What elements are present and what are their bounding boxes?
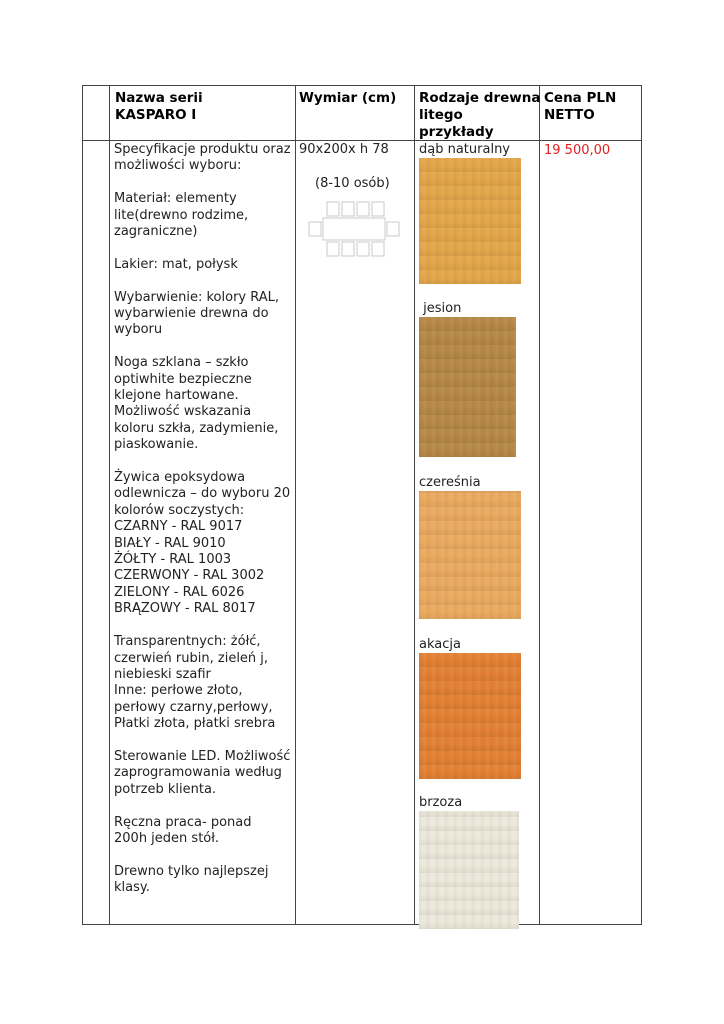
- spec-line: [114, 454, 294, 470]
- spec-line: ZIELONY - RAL 6026: [114, 584, 245, 600]
- spec-line: niebieski szafir: [114, 666, 211, 682]
- spec-line: BIAŁY - RAL 9010: [114, 535, 226, 551]
- wood-label-ash: jesion: [419, 301, 462, 316]
- wood-label-oak: dąb naturalny: [419, 142, 510, 157]
- header-series-name: Nazwa serii KASPARO I: [115, 90, 203, 123]
- wood-swatch-oak: [419, 158, 521, 284]
- column-divider: [295, 86, 296, 924]
- spec-line: Specyfikacje produktu oraz: [114, 142, 291, 157]
- spec-line: Ręczna praca- ponad: [114, 814, 252, 830]
- column-divider: [414, 86, 415, 924]
- spec-line: perłowy czarny,perłowy,: [114, 699, 273, 715]
- spec-line: optiwhite bezpieczne: [114, 371, 252, 387]
- spec-line: Możliwość wskazania: [114, 404, 252, 420]
- spec-line: klejone hartowane.: [114, 388, 239, 404]
- wood-label-acacia: akacja: [419, 637, 461, 652]
- spec-line: Noga szklana – szkło: [114, 355, 249, 371]
- spec-line: [114, 847, 294, 863]
- spec-line: Sterowanie LED. Możliwość: [114, 748, 291, 764]
- wood-swatch-ash: [419, 317, 516, 457]
- dimension-size: 90x200x h 78: [299, 142, 389, 157]
- spec-line: ŻÓŁTY - RAL 1003: [114, 552, 232, 568]
- spec-line: Inne: perłowe złoto,: [114, 683, 243, 699]
- spec-line: Drewno tylko najlepszej: [114, 863, 269, 879]
- spec-line: wyboru: [114, 322, 163, 338]
- spec-line: Materiał: elementy: [114, 191, 237, 207]
- column-divider: [109, 86, 110, 924]
- header-wood-types: Rodzaje drewna litego przykłady: [419, 90, 541, 140]
- spec-line: Płatki złota, płatki srebra: [114, 716, 276, 732]
- spec-line: zagraniczne): [114, 224, 198, 240]
- spec-line: klasy.: [114, 880, 150, 896]
- spec-line: możliwości wyboru:: [114, 158, 242, 174]
- spec-line: piaskowanie.: [114, 437, 199, 453]
- header-divider: [83, 140, 641, 141]
- spec-line: koloru szkła, zadymienie,: [114, 420, 279, 436]
- spec-line: Żywica epoksydowa: [114, 470, 246, 486]
- spec-line: CZERWONY - RAL 3002: [114, 568, 265, 584]
- spec-line: kolorów soczystych:: [114, 502, 245, 518]
- price-value: 19 500,00: [544, 143, 611, 158]
- spec-line: [114, 273, 294, 289]
- dimension-persons: (8-10 osób): [315, 176, 390, 191]
- spec-line: [114, 733, 294, 749]
- spec-line: [114, 798, 294, 814]
- spec-line: [114, 175, 294, 191]
- header-price: Cena PLN NETTO: [544, 90, 617, 123]
- table-seating-diagram: [305, 198, 401, 262]
- wood-swatch-cherry: [419, 491, 521, 619]
- spec-line: odlewnicza – do wyboru 20: [114, 486, 291, 502]
- wood-swatch-acacia: [419, 653, 521, 779]
- wood-label-cherry: czereśnia: [419, 475, 481, 490]
- spec-line: Lakier: mat, połysk: [114, 256, 238, 272]
- spec-line: CZARNY - RAL 9017: [114, 519, 243, 535]
- spec-line: 200h jeden stół.: [114, 830, 220, 846]
- spec-line: [114, 339, 294, 355]
- spec-line: zaprogramowania według: [114, 765, 282, 781]
- spec-line: Transparentnych: żółć,: [114, 634, 261, 650]
- header-dimension: Wymiar (cm): [299, 90, 397, 106]
- product-table: [82, 85, 642, 925]
- wood-swatch-birch: [419, 811, 519, 929]
- spec-line: BRĄZOWY - RAL 8017: [114, 601, 256, 617]
- product-specification: [114, 142, 294, 897]
- wood-label-birch: brzoza: [419, 795, 463, 810]
- spec-line: Wybarwienie: kolory RAL,: [114, 289, 280, 305]
- spec-line: [114, 240, 294, 256]
- spec-line: lite(drewno rodzime,: [114, 207, 249, 223]
- spec-line: potrzeb klienta.: [114, 781, 217, 797]
- spec-line: wybarwienie drewna do: [114, 306, 269, 322]
- spec-line: czerwień rubin, zieleń j,: [114, 650, 269, 666]
- column-divider: [539, 86, 540, 924]
- spec-line: [114, 618, 294, 634]
